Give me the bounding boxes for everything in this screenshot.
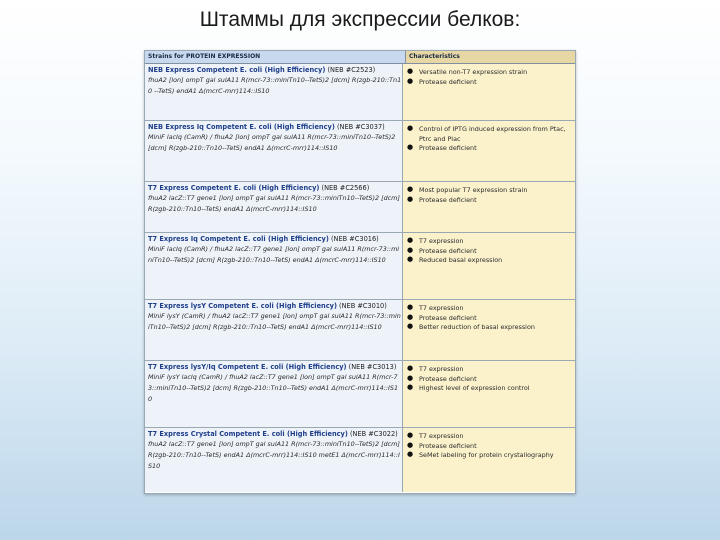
genotype: MiniF lacIq (CamR) / fhuA2 [lon] ompT gal sulA11 R(mcr-73::miniTn10--TetS)2 [dcm] R(zgb-210::Tn10--TetS) endA1 Δ(mcrC-mrr)114::IS10	[148, 133, 396, 152]
strains-table	[144, 50, 576, 494]
table-row	[145, 300, 575, 361]
genotype: MiniF lacIq (CamR) / fhuA2 lacZ::T7 gene1 [lon] ompT gal sulA11 R(mcr-73::miniTn10--TetS)2 [dcm] R(zgb-210::Tn10--TetS) endA1 Δ(mcrC-mrr)114::IS10	[148, 245, 400, 264]
trait-item: ● Protease deficient	[407, 196, 573, 206]
characteristics-cell	[403, 233, 575, 299]
strain-cell	[145, 428, 403, 492]
genotype: MiniF lysY lacIq (CamR) / fhuA2 lacZ::T7 gene1 [lon] ompT gal sulA11 R(mcr-73::miniTn10--TetS)2 [dcm] R(zgb-210::Tn10--TetS) endA1 Δ(mcrC-mrr)114::IS10	[148, 373, 399, 403]
trait-item: ● Protease deficient	[407, 314, 573, 324]
trait-item: ● T7 expression	[407, 304, 573, 314]
strain-cell	[145, 233, 403, 299]
strain-name: T7 Express lysY Competent E. coli (High Efficiency) (NEB #C3010)	[148, 302, 387, 310]
trait-item: ● Protease deficient	[407, 247, 573, 257]
table-row	[145, 64, 575, 121]
catalog-number: (NEB #C3016)	[328, 235, 379, 243]
genotype: fhuA2 [lon] ompT gal sulA11 R(mcr-73::miniTn10--TetS)2 [dcm] R(zgb-210::Tn10 --TetS) endA1 Δ(mcrC-mrr)114::IS10	[148, 76, 402, 95]
characteristics-cell	[403, 300, 575, 360]
trait-item: ● Reduced basal expression	[407, 256, 573, 266]
strain-name: T7 Express lysY/Iq Competent E. coli (High Efficiency) (NEB #C3013)	[148, 363, 397, 371]
table-header	[145, 51, 575, 64]
genotype: fhuA2 lacZ::T7 gene1 [lon] ompT gal sulA11 R(mcr-73::miniTn10--TetS)2 [dcm] R(zgb-210::Tn10--TetS) endA1 Δ(mcrC-mrr)114::IS10 metE1 Δ(mcrC-mrr)114::IS10	[148, 440, 400, 470]
trait-item: ● SeMet labeling for protein crystallography	[407, 451, 573, 461]
table-row	[145, 233, 575, 300]
header-characteristics: Characteristics	[406, 51, 575, 63]
strain-name: NEB Express Competent E. coli (High Efficiency) (NEB #C2523)	[148, 66, 376, 74]
catalog-number: (NEB #C3022)	[347, 430, 398, 438]
trait-item: ● Control of IPTG induced expression from Ptac, Ptrc and Plac	[407, 125, 573, 144]
strain-cell	[145, 300, 403, 360]
characteristics-cell	[403, 121, 575, 181]
genotype: fhuA2 lacZ::T7 gene1 [lon] ompT gal sulA11 R(mcr-73::miniTn10--TetS)2 [dcm] R(zgb-210::Tn10--TetS) endA1 Δ(mcrC-mrr)114::IS10	[148, 194, 400, 213]
trait-item: ● Protease deficient	[407, 442, 573, 452]
catalog-number: (NEB #C3010)	[336, 302, 387, 310]
trait-item: ● T7 expression	[407, 432, 573, 442]
genotype: MiniF lysY (CamR) / fhuA2 lacZ::T7 gene1 [lon] ompT gal sulA11 R(mcr-73::miniTn10--TetS)2 [dcm] R(zgb-210::Tn10--TetS) endA1 Δ(mcrC-mrr)114::IS10	[148, 312, 401, 331]
strain-name: T7 Express Crystal Competent E. coli (High Efficiency) (NEB #C3022)	[148, 430, 398, 438]
catalog-number: (NEB #C3013)	[346, 363, 397, 371]
table-row	[145, 361, 575, 428]
trait-item: ● Protease deficient	[407, 78, 573, 88]
strain-cell	[145, 361, 403, 427]
trait-item: ● T7 expression	[407, 237, 573, 247]
trait-item: ● Highest level of expression control	[407, 384, 573, 394]
strain-cell	[145, 182, 403, 232]
strain-name: T7 Express Competent E. coli (High Efficiency) (NEB #C2566)	[148, 184, 370, 192]
table-row	[145, 121, 575, 182]
catalog-number: (NEB #C3037)	[334, 123, 385, 131]
catalog-number: (NEB #C2566)	[319, 184, 370, 192]
characteristics-cell	[403, 64, 575, 120]
header-strains: Strains for PROTEIN EXPRESSION	[145, 51, 406, 63]
characteristics-cell	[403, 428, 575, 492]
trait-item: ● Protease deficient	[407, 144, 573, 154]
catalog-number: (NEB #C2523)	[325, 66, 376, 74]
table-row	[145, 182, 575, 233]
characteristics-cell	[403, 361, 575, 427]
trait-item: ● Protease deficient	[407, 375, 573, 385]
characteristics-cell	[403, 182, 575, 232]
table-body	[145, 64, 575, 493]
strain-name: NEB Express Iq Competent E. coli (High Efficiency) (NEB #C3037)	[148, 123, 385, 131]
strain-cell	[145, 64, 403, 120]
trait-item: ● Better reduction of basal expression	[407, 323, 573, 333]
trait-item: ● Most popular T7 expression strain	[407, 186, 573, 196]
table-row	[145, 428, 575, 492]
strain-cell	[145, 121, 403, 181]
trait-item: ● T7 expression	[407, 365, 573, 375]
trait-item: ● Versatile non-T7 expression strain	[407, 68, 573, 78]
strain-name: T7 Express Iq Competent E. coli (High Efficiency) (NEB #C3016)	[148, 235, 379, 243]
slide-title: Штаммы для экспрессии белков:	[199, 8, 521, 31]
